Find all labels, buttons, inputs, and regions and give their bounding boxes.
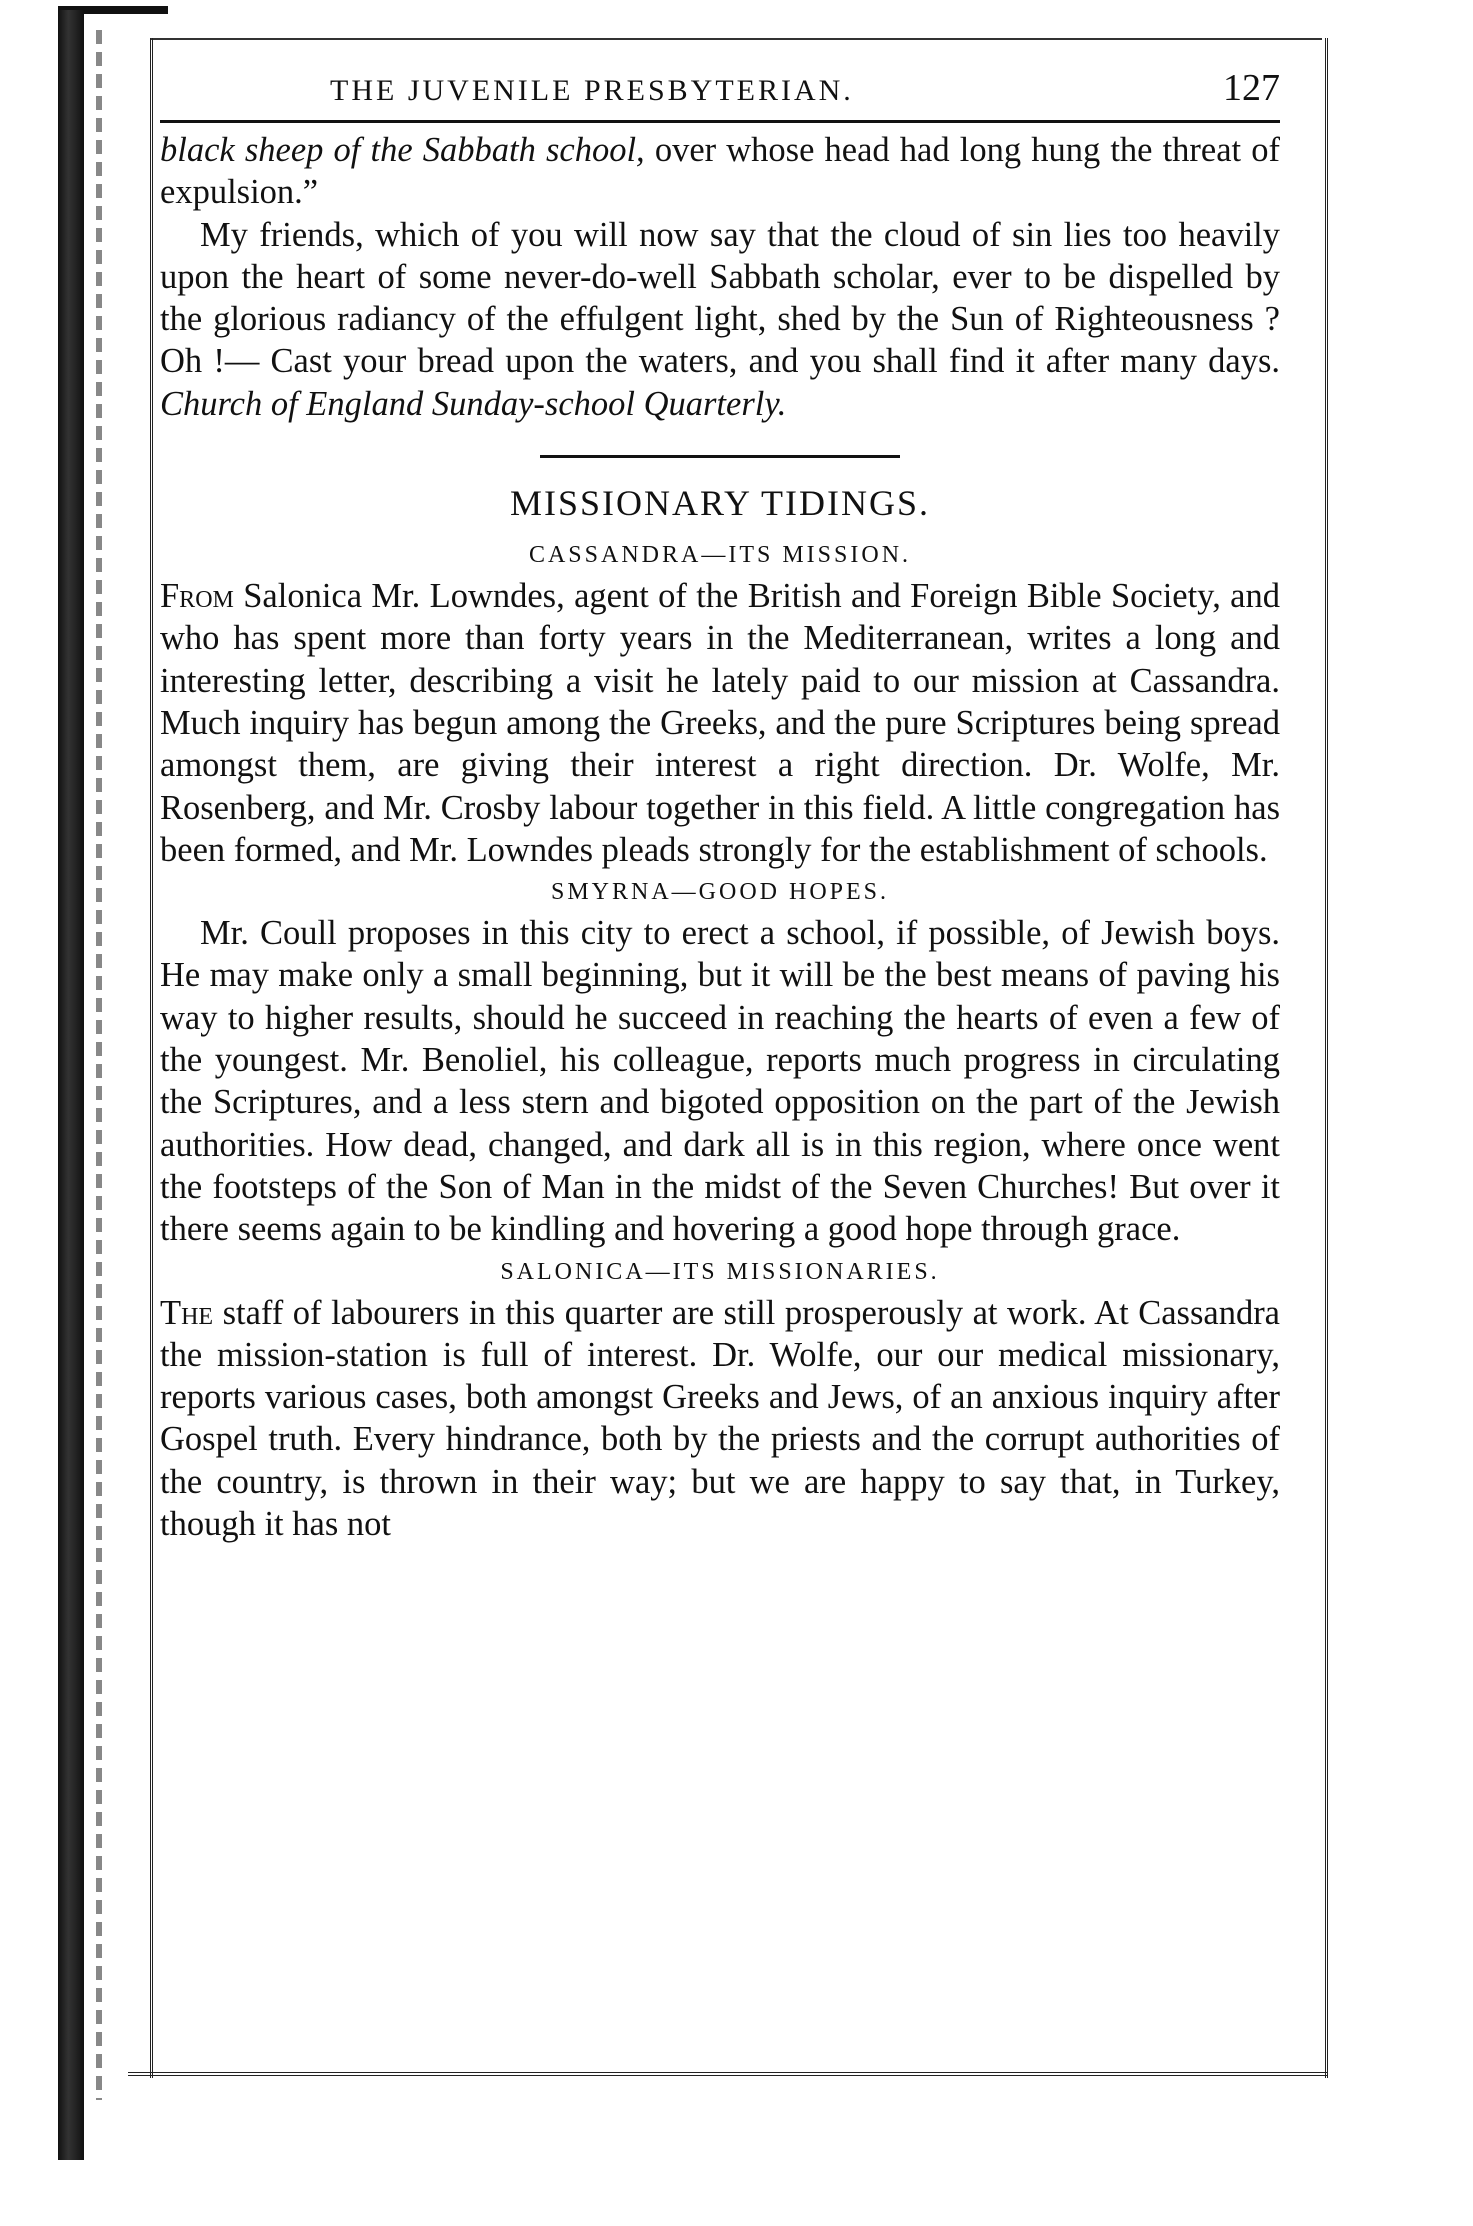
running-header — [160, 60, 1280, 120]
article-lead-salonica: The — [160, 1293, 214, 1332]
section-divider — [540, 455, 900, 458]
intro-italic-phrase: black sheep of the Sabbath school, — [160, 131, 645, 169]
article-heading-smyrna: SMYRNA—GOOD HOPES. — [550, 879, 890, 906]
article-body-salonica — [160, 1292, 1280, 1546]
article-heading-salonica: SALONICA—ITS MISSIONARIES. — [500, 1258, 940, 1285]
article-text-salonica: staff of labourers in this quarter are still prosperously at work. At Cassandra the mission-station is full of interest. Dr. Wolfe, our our medical missionary, reports various cases, both amongst Greeks and Jews, of an anxious inquiry after Gospel truth. Every hindrance, both by the priests and the corrupt authorities of the country, is thrown in their way; but we are happy to say that, in Turkey, though it has not — [160, 1293, 1280, 1544]
article-text-cassandra: Salonica Mr. Lowndes, agent of the British and Foreign Bible Society, and who has spent more than forty years in the Mediterranean, writes a long and interesting letter, describing a visit he lately paid to our mission at Cassandra. Much inquiry has begun among the Greeks, and the pure Scriptures being spread amongst them, are giving their interest a right direction. Dr. Wolfe, Mr. Rosenberg, and Mr. Crosby labour together in this field. A little congregation has been formed, and Mr. Lowndes pleads strongly for the establishment of schools. — [160, 577, 1280, 869]
page-number: 127 — [1223, 67, 1280, 109]
intro-paragraph-2 — [160, 214, 1280, 425]
article-body-cassandra — [160, 575, 1280, 871]
article-heading-cassandra: CASSANDRA—ITS MISSION. — [528, 542, 912, 569]
intro-text-1: over whose head had long hung the threat of expulsion.” — [160, 131, 1281, 212]
section-title: MISSIONARY TIDINGS. — [509, 483, 931, 524]
header-rule — [160, 120, 1280, 123]
page-content — [160, 60, 1280, 1545]
article-lead-cassandra: From — [160, 577, 234, 616]
intro-source: Church of England Sunday-school Quarterly. — [160, 384, 787, 423]
binding-stitching — [96, 30, 102, 2100]
frame-bottom-rule — [128, 2072, 1328, 2076]
intro-text-2: My friends, which of you will now say that the cloud of sin lies too heavily upon the heart of some never-do-well Sabbath scholar, ever to be dispelled by the glorious radiancy of the effulgent light, shed by the Sun of Righteousness ? Oh !— Cast your bread upon the waters, and you shall find it after many days. — [160, 215, 1280, 381]
intro-paragraph-1 — [160, 129, 1280, 214]
binding-spine — [58, 10, 84, 2160]
article-text-smyrna: Mr. Coull proposes in this city to erect a school, if possible, of Jewish boys. He may make only a small beginning, but it will be the best means of paving his way to higher results, should he succeed in reaching the hearts of even a few of the youngest. Mr. Benoliel, his colleague, reports much progress in circulating the Scriptures, and a less stern and bigoted opposition on the part of the Jewish authorities. How dead, changed, and dark all is in this region, where once went the footsteps of the Son of Man in the midst of the Seven Churches! But over it there seems again to be kindling and hovering a good hope through grace. — [160, 914, 1280, 1249]
article-body-smyrna — [160, 912, 1280, 1250]
running-title: THE JUVENILE PRESBYTERIAN. — [330, 74, 854, 107]
